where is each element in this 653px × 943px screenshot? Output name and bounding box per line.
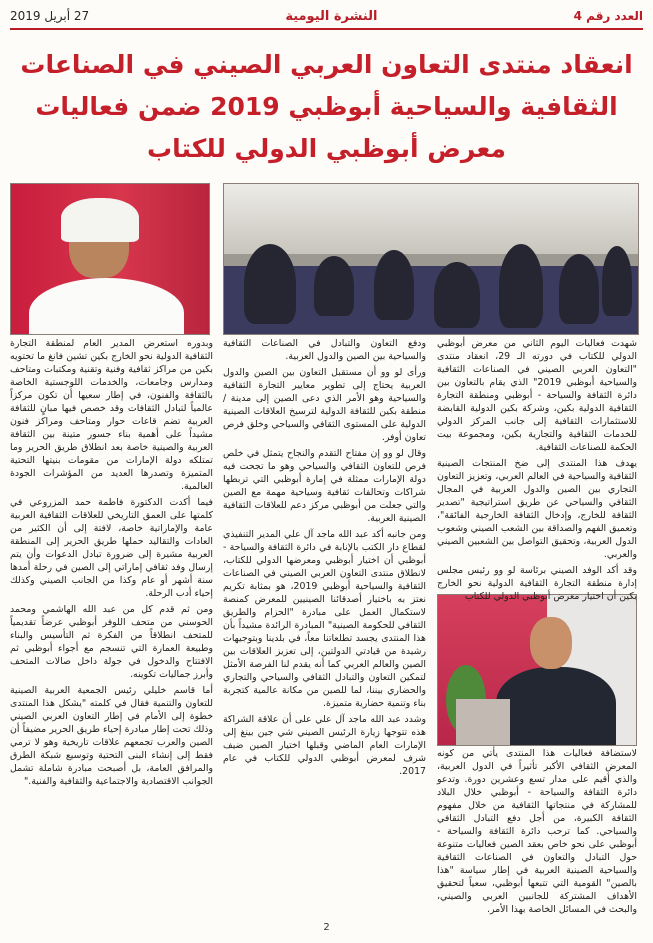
speaker-podium-photo: [437, 594, 637, 746]
article-column-right-bottom: [437, 747, 637, 919]
paragraph: أما قاسم خليلي رئيس الجمعية العربية الصينية للتعاون والتنمية فقال في كلمته "يشكل هذا المنتدى خطوة إلى الأمام في إطار التعاون العربي الصيني وذلك تحت إطار مبادرة إحياء طريق الحرير مضيفاً أن الصين والعرب تجمعهم علاقات تاريخية وهو لا ترمي فقط إلى إنشاء البنى التحتية وتوسيع شبكة الطرق والمرافق العامة، بل أصبحت مبادرة شاملة تشمل الجوانب الاقتصادية والاجتماعية والثقافية والفنية.": [10, 685, 213, 787]
newspaper-name: النشرة اليومية: [285, 8, 378, 24]
paragraph: وبدوره استعرض المدير العام لمنطقة التجارة الثقافية الدولية نحو الخارج بكين تشين فانغ ما تحتويه بكين من مراكز ثقافية وفنية وتقنية ومكتبات ومتاحف ومدارس وجامعات، والخدمات اللوجستية الخاصة بالثقافة والفنون، في إطار سعيها أن تكون مركزاً عالمياً لتبادل الثقافات وقد خصص فيها مبانٍ للثقافة العربية تضم قاعات حوار ومتاحف ومراكز فنون مشيداً على أهمية بناء جسور متينة بين الثقافة العربية والصينية خاصة بعد انطلاق طريق الحرير وما تمتلكه دولة الإمارات من مقومات بنيتها التحتية المتميزة وتصدرها العديد من المؤشرات الجودة العالمية.: [10, 338, 213, 492]
paragraph: ومن ثم قدم كل من عبد الله الهاشمي ومحمد الحوسني من متحف اللوفر أبوظبي عرضاً تقديمياً للمتحف انطلاقاً من الفكرة ثم التأسيس والبناء وطبيعة العمارة التي تنسجم مع أجواء أبوظبي ثم الافتتاح والدخول في جولة داخل صالات المتحف وأبرز جماليات تكوينه.: [10, 604, 213, 680]
paragraph: شهدت فعاليات اليوم الثاني من معرض أبوظبي الدولي للكتاب في دورته الـ 29، انعقاد منتدى "التعاون العربي الصيني في الصناعات الثقافية والسياحية أبوظبي 2019" الذي يقام بالتعاون بين دائرة الثقافة والسياحة - أبوظبي ومنطقة التجارة الثقافية الدولية بكين، وشركة بكين الدولية القابضة للاستثمارات الثقافية إلى جانب المركز الدولي للخدمات الثقافية والتجارية بكين، ومجموعة بيت الحكمة للصناعات الثقافية.: [437, 338, 638, 453]
paragraph: ودفع التعاون والتبادل في الصناعات الثقافية والسياحية بين الصين والدول العربية.: [223, 338, 426, 362]
paragraph: وشدد عبد الله ماجد آل علي على أن علاقة الشراكة هذه تتوجها زيارة الرئيس الصيني شي جين بينغ إلى الإمارات العام الماضي وقبلها اختيار الصين ضيف شرف لمعرض أبوظبي الدولي للكتاب في عام 2017.: [223, 714, 426, 777]
paragraph: ومن جانبه أكد عبد الله ماجد آل علي المدير التنفيذي لقطاع دار الكتب بالإنابة في دائرة الثقافة والسياحة - أبوظبي أن اختيار أبوظبي ومعرضها الدولي للكتاب، لانطلاق منتدى التعاون العربي الصيني في الصناعات الثقافية والسياحية أبوظبي 2019، هو بمثابة تكريم نعتز به باختيار أصدقائنا الصينيين للمعرض كمنصة لاستكمال العمل على مبادرة "الحزام والطريق الثقافي للحكومة الصينية" المبادرة الرائدة مشيداً بأن هذا المنتدى يجسد تطلعاتنا معاً، في بلدينا وبتوجيهات رشيدة من قيادتي الدولتين، إلى تعزيز العلاقات بين الصين والعالم العربي كما أنه يقدم لنا الفرصة الأمثل لتمكين التعاون والتبادل الثقافي والسياحي والتجاري والحضاري بيننا، لما للصين من مكانة عالمية كتجربة بناء وتنمية حضارية متميزة.: [223, 529, 426, 709]
article-column-middle: [223, 337, 426, 781]
paragraph: لاستضافة فعاليات هذا المنتدى يأتي من كونه المعرض الثقافي الأكبر تأثيراً في الدول العربية، والذي أقيم على مدار تسع وعشرين دورة. وتدعو دائرة الثقافة والسياحة - أبوظبي خلال البلاد للمشاركة في منتجاتها الثقافية من خلال مفهوم الثقافة الكبيرة، من أجل دفع التبادل الثقافي والسياحي. كما ترحب دائرة الثقافة والسياحة - أبوظبي على نحو خاص بعقد الصين فعاليات متنوعة حول التبادل والتعاون في الصناعات الثقافية والسياحية الصينية العربية في إطار سياسة "هذا بالصين" القومية التي تتبعها أبوظبي، سعياً لتحقيق الأهداف المشتركة للجانبين العربي والصيني، والبحث في المسائل الخاصة بهذا الأمر.: [437, 748, 637, 915]
article-column-left: [10, 337, 213, 791]
article-headline: انعقاد منتدى التعاون العربي الصيني في الصناعات الثقافية والسياحية أبوظبي 2019 ضمن فعاليات معرض أبوظبي الدولي للكتاب: [20, 50, 633, 163]
article-column-right: [437, 337, 637, 606]
paragraph: ورأى لو وو أن مستقبل التعاون بين الصين والدول العربية يحتاج إلى تطوير معايير التجارة الثقافية والسياحية وهو الأمر الذي دعى الصين إلى مدينة / منطقة بكين للثقافة الدولية لترسيخ العلاقات الصينية الدولية على المستوى الثقافي والسياحي وخلق فرص تعاون أوفر.: [223, 367, 426, 443]
paragraph: وقال لو وو إن مفتاح التقدم والنجاح يتمثل في خلص فرص للتعاون الثقافي والسياحي وهو ما تجحت فيه دولة الإمارات ممثلة في إمارة أبوظبي التي تربطها شراكات وتحالفات ثقافية وسياحية مهمة مع الصين والتي جعلت من أبوظبي مركز دعم للعلاقات الثقافية الصينية العربية.: [223, 448, 426, 524]
paragraph: فيما أكدت الدكتورة فاطمة حمد المزروعي في كلمتها على العمق التاريخي للعلاقات الثقافية العربية عامة والإماراتية خاصة، لافتة إلى أن الكثير من العادات والتقاليد حملها طريق الحرير إلى المنطقة العربية مشيرة إلى ضرورة تبادل الدعوات وأن يتم إرسال وفد ثقافي إماراتي إلى الصين في رحلة أمدها سنة أشهر أو عام وكذا من الجانب الصيني وكذلك إحياء أدب الرحلة.: [10, 497, 213, 599]
page-header: [10, 4, 643, 30]
paragraph: وقد أكد الوفد الصيني برئاسة لو وو رئيس مجلس إدارة منطقة التجارة الثقافية الدولية نحو الخارج بكين أن اختيار معرض أبوظبي الدولي للكتاب: [437, 565, 637, 602]
page-number: 2: [323, 922, 330, 933]
paragraph: يهدف هذا المنتدى إلى ضخ المنتجات الصينية الثقافية والسياحية في العالم العربي، وتعزيز التعاون التجاري بين الصين والدول العربية في المجال الثقافي والسياحي عن طريق استراتيجية "تصدير الثقافة للخارج، وإدخال الثقافة الخارجية الفائقة"، وتعميق الفهم والصداقة بين الشعب الصيني وشعوب الدول العربية، وتحقيق التواصل بين الشعبين الصيني والعربي.: [437, 458, 637, 560]
issue-date: 27 أبريل 2019: [10, 9, 90, 23]
forum-hall-photo: [223, 183, 639, 335]
issue-number: العدد رقم 4: [573, 9, 643, 23]
speaker-portrait-photo: [10, 183, 210, 335]
